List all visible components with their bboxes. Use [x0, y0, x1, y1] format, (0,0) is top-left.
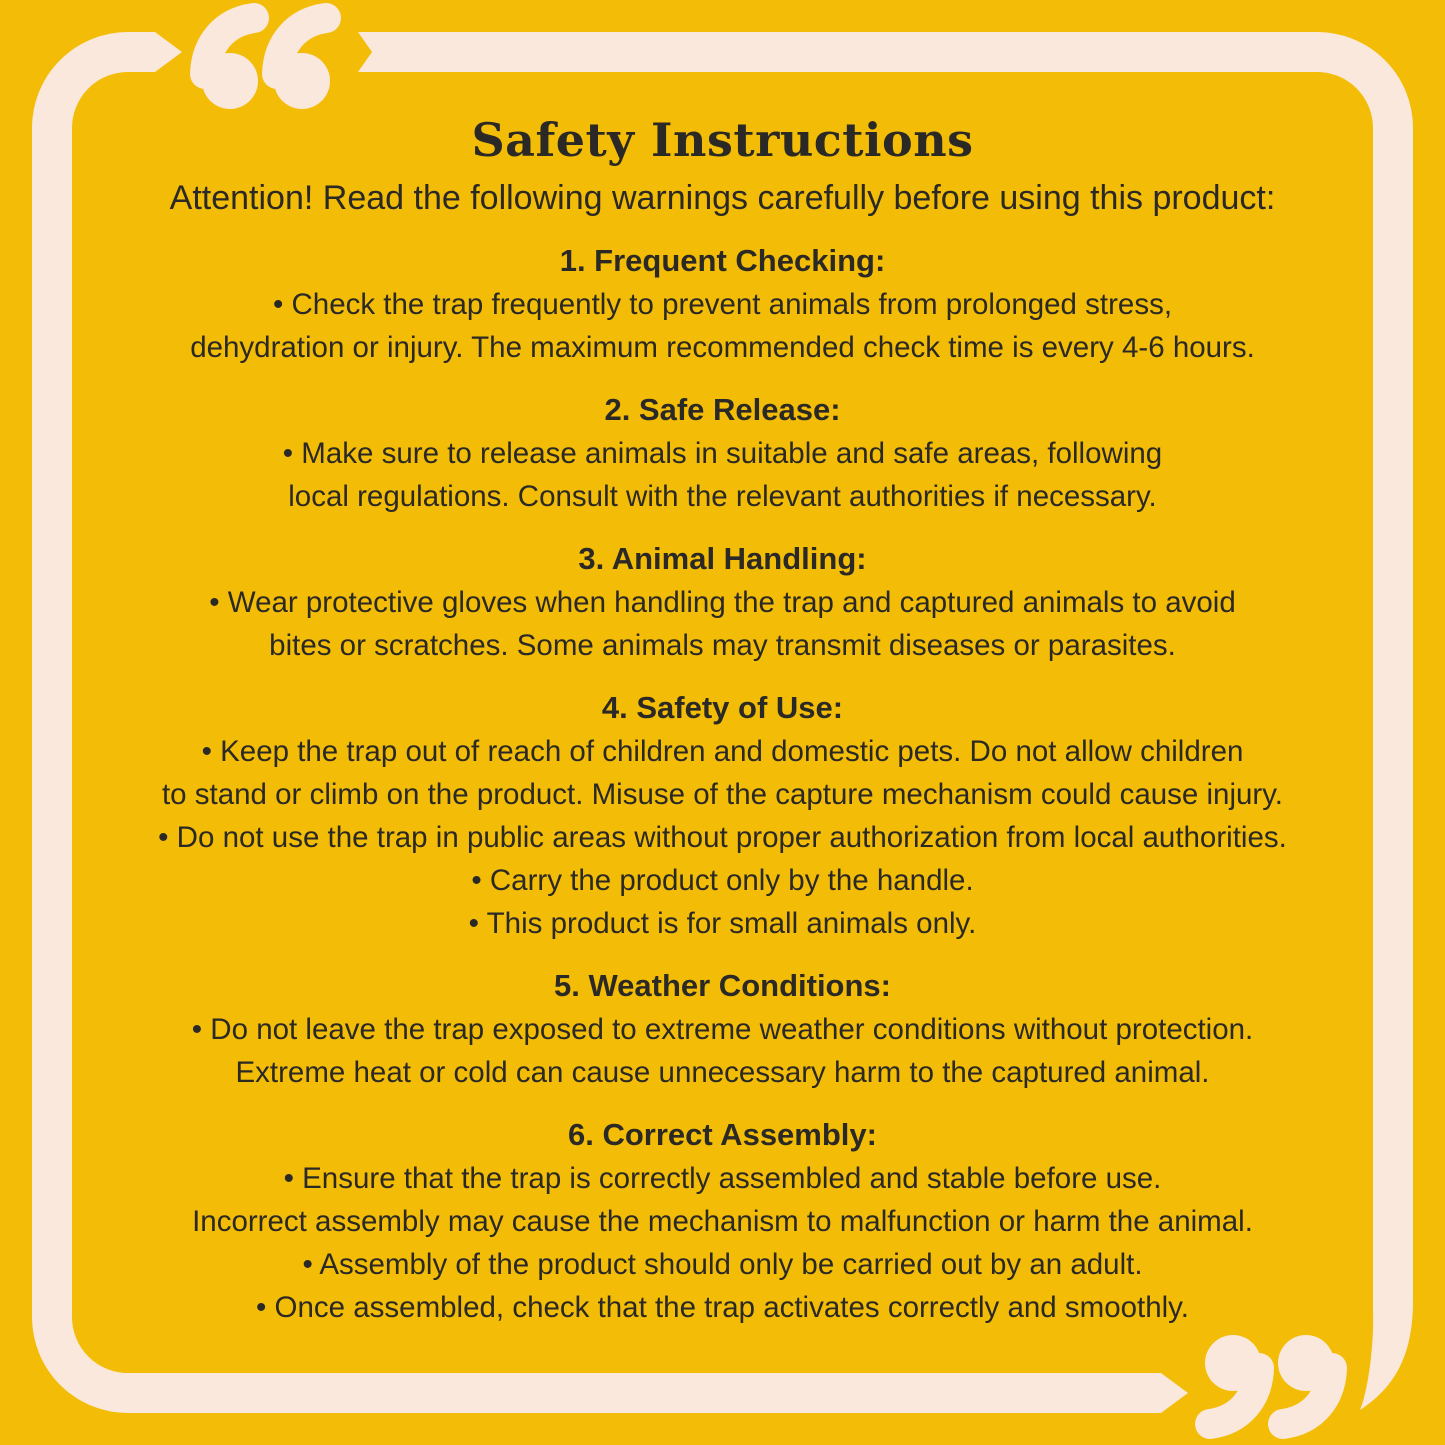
section-frequent-checking: [72, 239, 1373, 369]
section-weather-conditions: [72, 964, 1373, 1094]
bullet-line: • Do not leave the trap exposed to extreme weather conditions without protection.: [191, 1013, 1254, 1046]
bullet-line: Incorrect assembly may cause the mechanism to malfunction or harm the animal.: [192, 1205, 1253, 1238]
bullet-line: bites or scratches. Some animals may transmit diseases or parasites.: [269, 629, 1176, 662]
subtitle: Attention! Read the following warnings carefully before using this product:: [169, 179, 1276, 217]
bullet-line: • Keep the trap out of reach of children and domestic pets. Do not allow children: [201, 735, 1244, 768]
bullet-line: • Make sure to release animals in suitable and safe areas, following: [282, 437, 1163, 470]
section-heading: 4. Safety of Use:: [601, 690, 844, 725]
section-heading: 6. Correct Assembly:: [568, 1117, 877, 1152]
section-animal-handling: [72, 537, 1373, 667]
bullet-line: Extreme heat or cold can cause unnecessary harm to the captured animal.: [235, 1056, 1210, 1089]
bullet-line: • Ensure that the trap is correctly assembled and stable before use.: [283, 1162, 1162, 1195]
bullet-line: • Assembly of the product should only be carried out by an adult.: [302, 1248, 1143, 1281]
bullet-line: • Wear protective gloves when handling the trap and captured animals to avoid: [209, 586, 1236, 619]
bullet-line: • Do not use the trap in public areas without proper authorization from local authorities.: [158, 821, 1287, 854]
section-heading: 3. Animal Handling:: [578, 541, 867, 576]
bullet-line: local regulations. Consult with the relevant authorities if necessary.: [288, 480, 1157, 513]
bullet-line: • This product is for small animals only.: [468, 907, 977, 940]
section-safety-of-use: [72, 686, 1373, 945]
bullet-line: to stand or climb on the product. Misuse of the capture mechanism could cause injury.: [161, 778, 1283, 811]
page-title: Safety Instructions: [471, 113, 974, 167]
bullet-line: dehydration or injury. The maximum recommended check time is every 4-6 hours.: [190, 331, 1255, 364]
section-heading: 5. Weather Conditions:: [553, 968, 891, 1003]
section-heading: 2. Safe Release:: [604, 392, 841, 427]
bullet-line: • Carry the product only by the handle.: [471, 864, 974, 897]
section-safe-release: [72, 388, 1373, 518]
card-content: [72, 112, 1373, 1329]
section-correct-assembly: [72, 1113, 1373, 1329]
section-heading: 1. Frequent Checking:: [559, 243, 886, 278]
bullet-line: • Check the trap frequently to prevent animals from prolonged stress,: [272, 288, 1173, 321]
bullet-line: • Once assembled, check that the trap activates correctly and smoothly.: [256, 1291, 1189, 1324]
